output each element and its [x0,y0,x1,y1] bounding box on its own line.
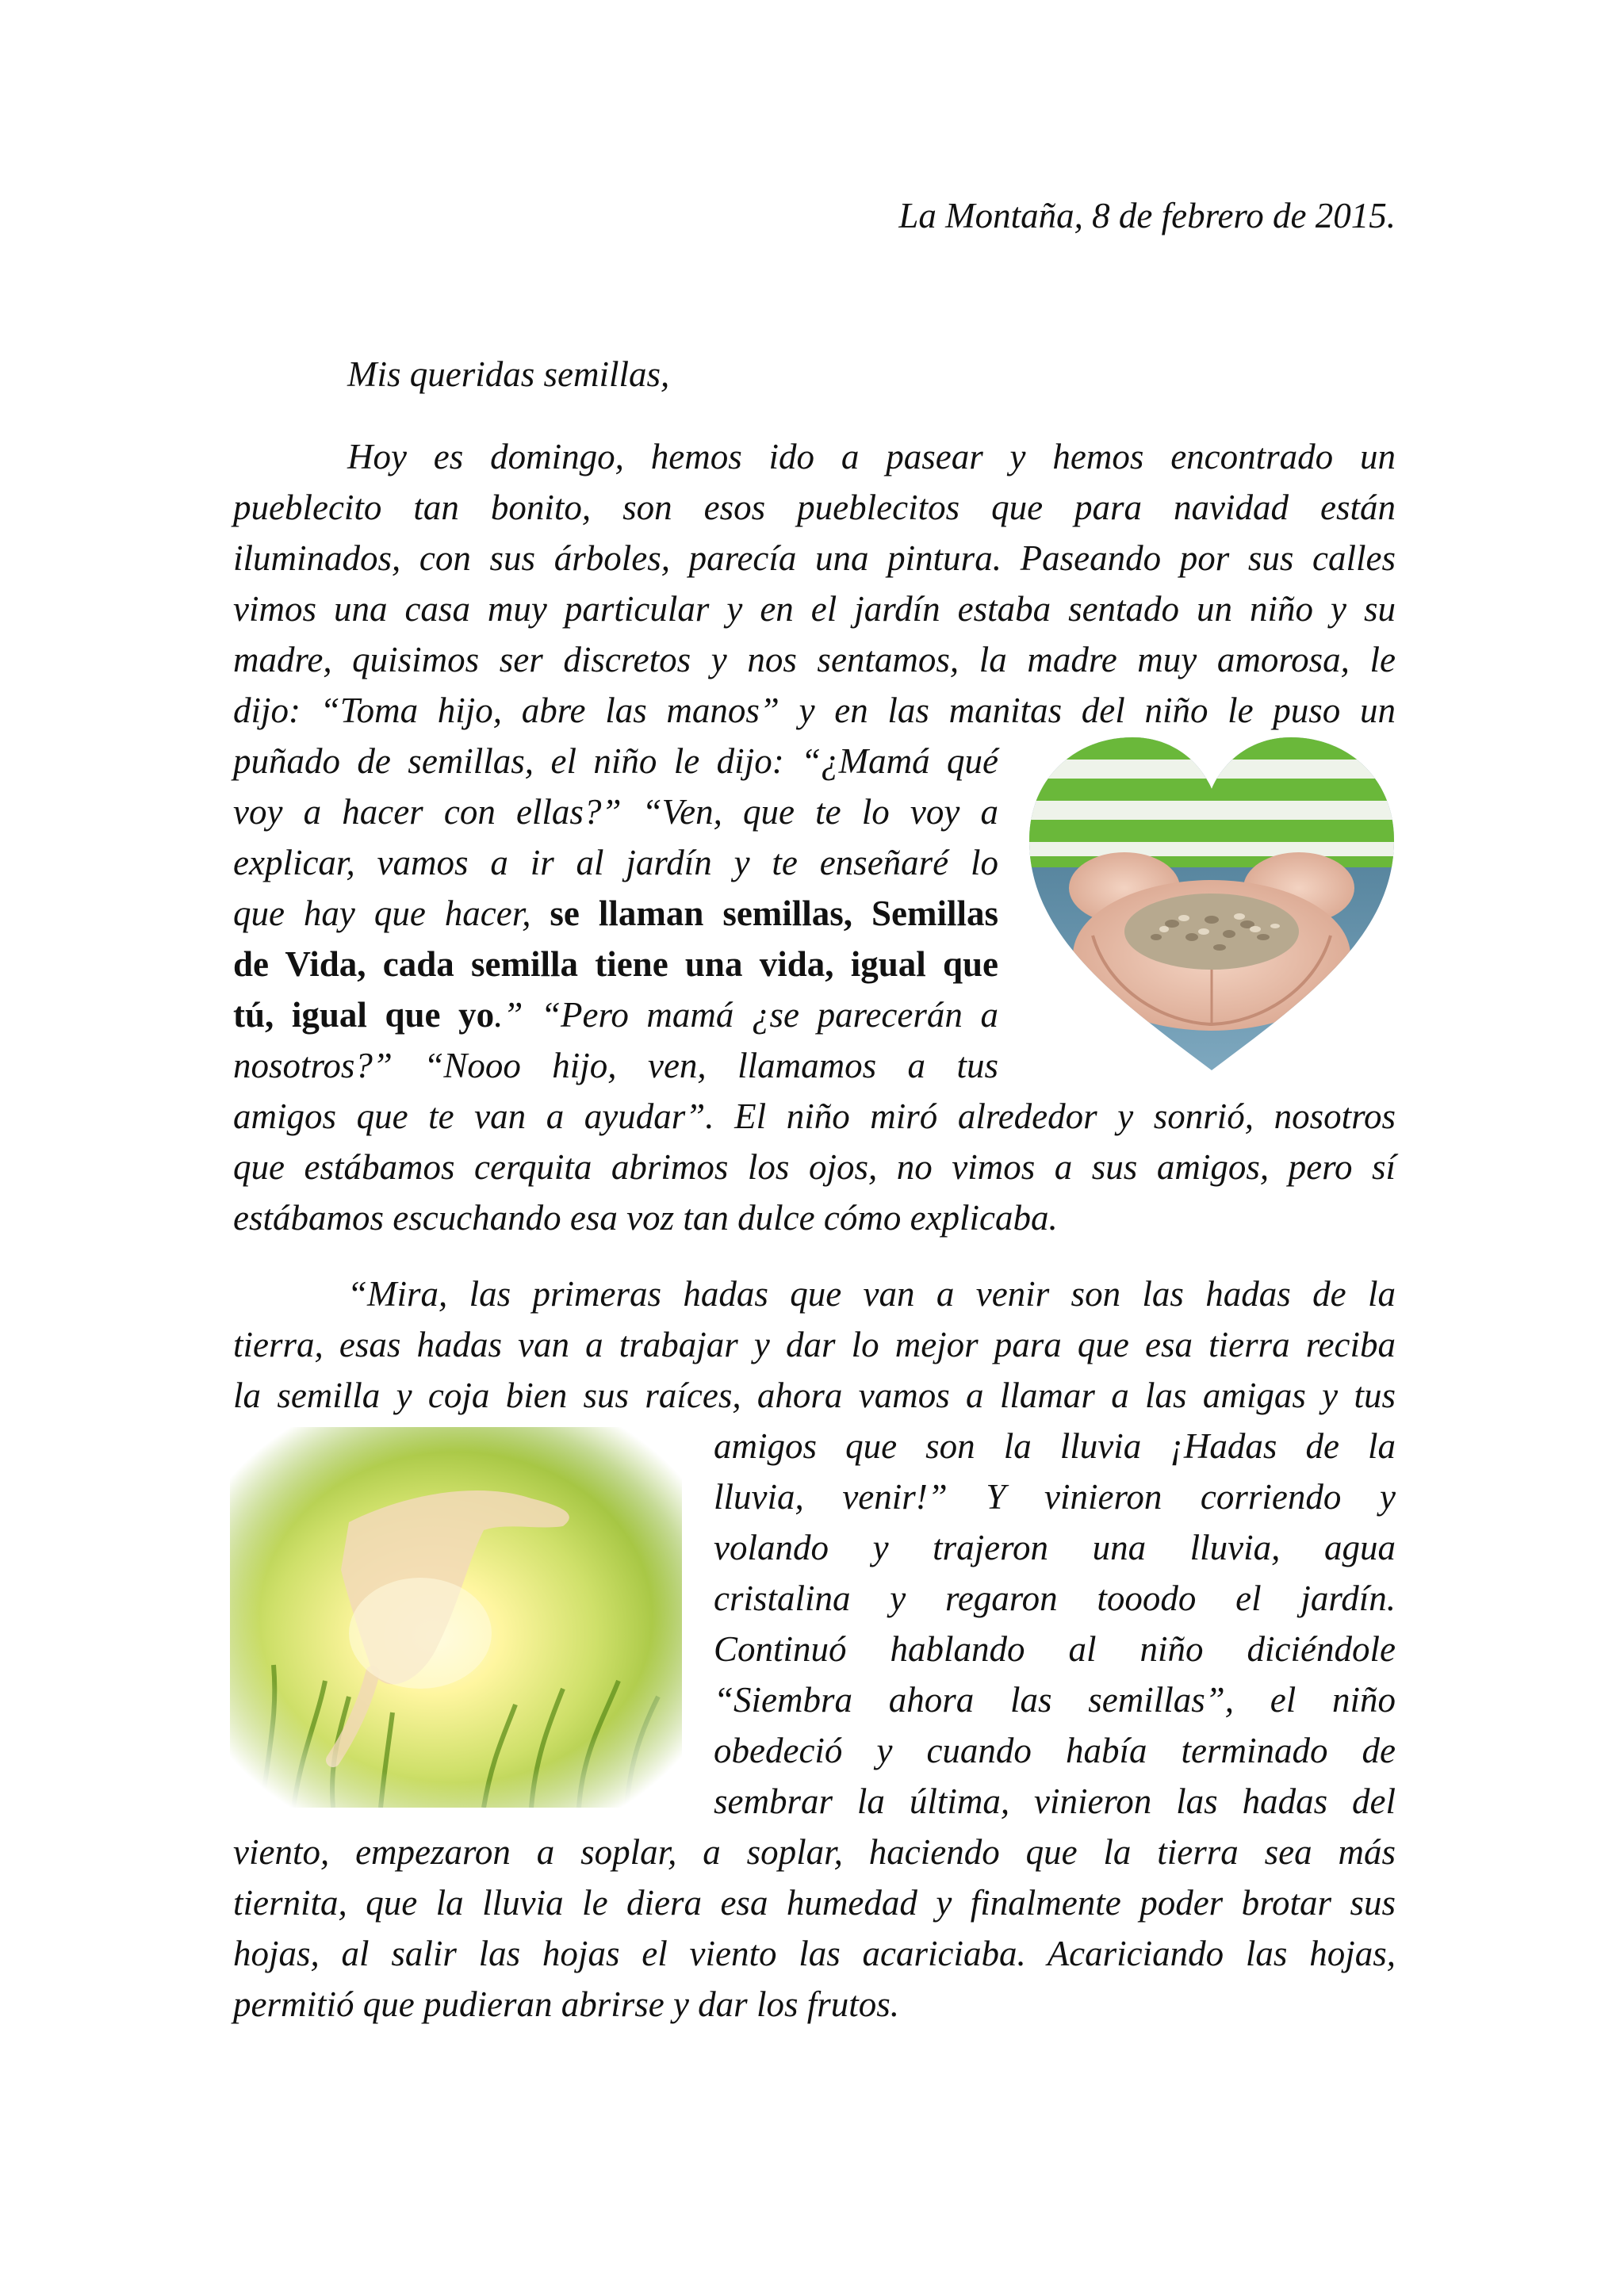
text-line: pueblecito tan bonito, son esos pueblecitos que para navidad están [233,488,1396,527]
text-line: hojas, al salir las hojas el viento las acariciaba. Acariciando las hojas, [233,1934,1396,1973]
text-run: .” “Pero mamá ¿se parecerán a [494,995,998,1035]
text-line: lluvia, venir!” Y vinieron corriendo y [714,1477,1396,1517]
text-line: sembrar la última, vinieron las hadas del [714,1781,1396,1821]
text-line: Continuó hablando al niño diciéndole [714,1629,1396,1669]
text-line [233,888,998,939]
bold-phrase: tú, igual que yo [233,995,495,1035]
bold-phrase: de Vida, cada semilla tiene una vida, igual que [233,944,998,984]
text-line: estábamos escuchando esa voz tan dulce cómo explicaba. [233,1198,1058,1238]
text-line: explicar, vamos a ir al jardín y te enseñaré lo [233,843,998,882]
text-line: que estábamos cerquita abrimos los ojos, no vimos a sus amigos, pero sí [233,1147,1396,1187]
text-line: tiernita, que la lluvia le diera esa humedad y finalmente poder brotar sus [233,1883,1396,1923]
text-line: amigos que son la lluvia ¡Hadas de la [714,1426,1396,1466]
text-line [233,989,998,1040]
text-line: “Siembra ahora las semillas”, el niño [714,1680,1396,1720]
text-line: tierra, esas hadas van a trabajar y dar lo mejor para que esa tierra reciba [233,1325,1396,1364]
heart-photo-seeds-in-hands [1021,729,1402,1078]
text-line: viento, empezaron a soplar, a soplar, haciendo que la tierra sea más [233,1832,1396,1872]
text-line: madre, quisimos ser discretos y nos sentamos, la madre muy amorosa, le [233,640,1396,679]
greeting: Mis queridas semillas, [347,354,670,394]
text-line: voy a hacer con ellas?” “Ven, que te lo voy a [233,792,998,832]
text-run: que hay que hacer, [233,894,550,933]
text-line: “Mira, las primeras hadas que van a venir son las hadas de la [347,1274,1396,1314]
text-line: puñado de semillas, el niño le dijo: “¿Mamá qué [233,741,998,781]
text-line: iluminados, con sus árboles, parecía una pintura. Paseando por sus calles [233,538,1396,578]
text-line: permitió que pudieran abrirse y dar los frutos. [233,1984,899,2024]
text-line [233,939,998,989]
photo-hand-over-grass [230,1427,682,1808]
text-line: nosotros?” “Nooo hijo, ven, llamamos a tus [233,1046,998,1085]
text-line: volando y trajeron una lluvia, agua [714,1528,1396,1567]
dateline: La Montaña, 8 de febrero de 2015. [898,196,1396,235]
text-line: obedeció y cuando había terminado de [714,1731,1396,1770]
bold-phrase: se llaman semillas, Semillas [550,894,999,933]
text-line: amigos que te van a ayudar”. El niño miró alrededor y sonrió, nosotros [233,1096,1396,1136]
text-line: la semilla y coja bien sus raíces, ahora vamos a llamar a las amigas y tus [233,1376,1396,1415]
text-line: Hoy es domingo, hemos ido a pasear y hemos encontrado un [347,437,1396,476]
text-line: cristalina y regaron tooodo el jardín. [714,1578,1396,1618]
text-line: dijo: “Toma hijo, abre las manos” y en las manitas del niño le puso un [233,691,1396,730]
text-line: vimos una casa muy particular y en el jardín estaba sentado un niño y su [233,589,1396,629]
